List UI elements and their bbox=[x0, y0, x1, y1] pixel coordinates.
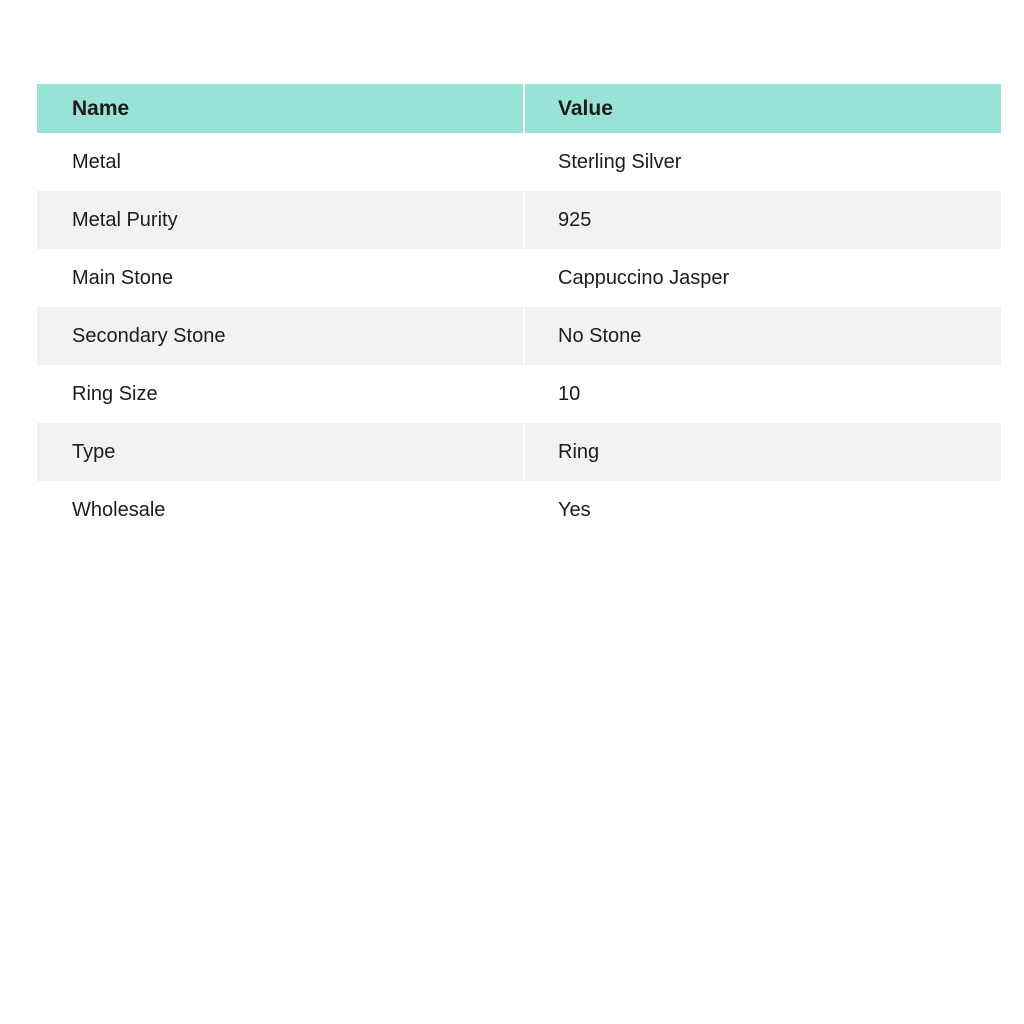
table-row bbox=[37, 365, 1001, 423]
cell-attribute-name: Wholesale bbox=[37, 481, 523, 539]
cell-attribute-value: 925 bbox=[523, 191, 1001, 249]
table-row bbox=[37, 481, 1001, 539]
column-header-value: Value bbox=[523, 84, 1001, 133]
cell-attribute-value: 10 bbox=[523, 365, 1001, 423]
cell-attribute-value: Sterling Silver bbox=[523, 133, 1001, 191]
cell-attribute-value: Cappuccino Jasper bbox=[523, 249, 1001, 307]
cell-attribute-name: Metal bbox=[37, 133, 523, 191]
cell-attribute-name: Secondary Stone bbox=[37, 307, 523, 365]
table-row bbox=[37, 133, 1001, 191]
table-row bbox=[37, 307, 1001, 365]
cell-attribute-value: Ring bbox=[523, 423, 1001, 481]
attributes-table bbox=[37, 84, 1001, 539]
cell-attribute-name: Type bbox=[37, 423, 523, 481]
cell-attribute-value: No Stone bbox=[523, 307, 1001, 365]
column-header-name: Name bbox=[37, 84, 523, 133]
cell-attribute-name: Metal Purity bbox=[37, 191, 523, 249]
table-row bbox=[37, 423, 1001, 481]
table-row bbox=[37, 191, 1001, 249]
table-row bbox=[37, 249, 1001, 307]
table-header-row bbox=[37, 84, 1001, 133]
cell-attribute-value: Yes bbox=[523, 481, 1001, 539]
cell-attribute-name: Ring Size bbox=[37, 365, 523, 423]
cell-attribute-name: Main Stone bbox=[37, 249, 523, 307]
